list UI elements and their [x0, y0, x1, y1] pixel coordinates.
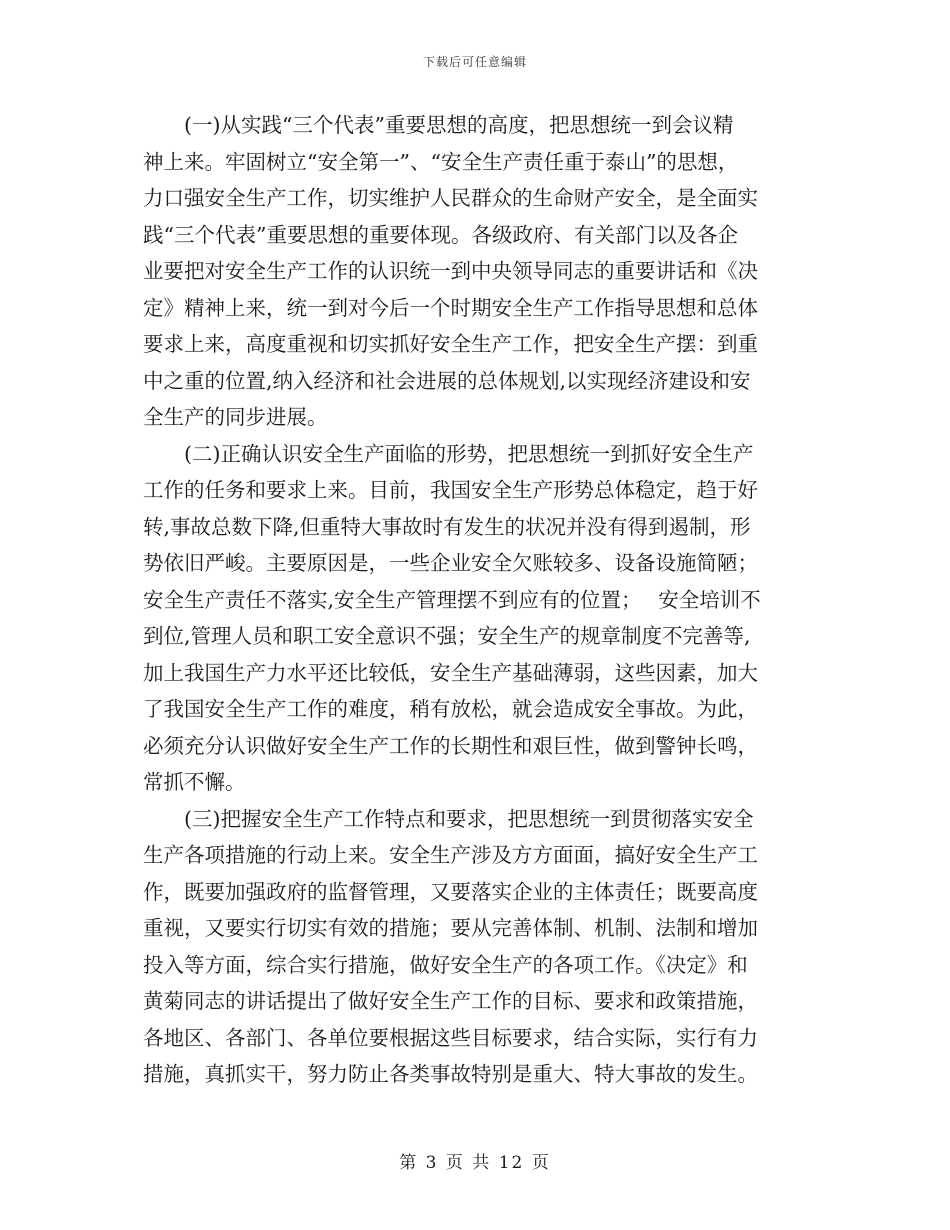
text-line: 工作的任务和要求上来。目前，我国安全生产形势总体稳定，趋于好 [143, 478, 758, 502]
text-line: (二)正确认识安全生产面临的形势，把思想统一到抓好安全生产 [143, 441, 754, 466]
text-line: 各地区、各部门、各单位要根据这些目标要求，结合实际，实行有力 [143, 1025, 758, 1050]
text-line: 中之重的位置,纳入经济和社会进展的总体规划,以实现经济建设和安 [143, 368, 751, 393]
text-line: 作，既要加强政府的监督管理，又要落实企业的主体责任；既要高度 [143, 879, 758, 904]
text-line: 措施，真抓实干，努力防止各类事故特别是重大、特大事故的发生。 [143, 1062, 758, 1086]
text-line: (三)把握安全生产工作特点和要求，把思想统一到贯彻落实安全 [143, 806, 754, 831]
text-line: (一)从实践“三个代表”重要思想的高度，把思想统一到会议精 [143, 113, 734, 137]
text-line: 投入等方面，综合实行措施，做好安全生产的各项工作。《决定》和 [143, 952, 748, 977]
text-line: 业要把对安全生产工作的认识统一到中央领导同志的重要讲话和《决 [143, 259, 758, 283]
text-line: 黄菊同志的讲话提出了做好安全生产工作的目标、要求和政策措施， [143, 989, 758, 1013]
text-line: 定》精神上来，统一到对今后一个时期安全生产工作指导思想和总体 [143, 295, 758, 320]
document-body [143, 107, 803, 1093]
page-header: 下载后可任意编辑 [422, 55, 527, 69]
text-line: 必须充分认识做好安全生产工作的长期性和艰巨性，做到警钟长鸣， [143, 733, 758, 758]
text-line: 力口强安全生产工作，切实维护人民群众的生命财产安全，是全面实 [143, 186, 758, 210]
text-line: 了我国安全生产工作的难度，稍有放松，就会造成安全事故。为此， [143, 697, 758, 721]
text-line: 加上我国生产力水平还比较低，安全生产基础薄弱，这些因素，加大 [143, 660, 758, 685]
text-line: 践“三个代表”重要思想的重要体现。各级政府、有关部门以及各企 [143, 222, 738, 247]
text-line: 生产各项措施的行动上来。安全生产涉及方方面面，搞好安全生产工 [143, 843, 758, 867]
text-line: 重视，又要实行切实有效的措施；要从完善体制、机制、法制和增加 [143, 916, 758, 940]
page-footer: 第 3 页 共 12 页 [399, 1153, 551, 1173]
text-line: 安全生产责任不落实,安全生产管理摆不到应有的位置； 安全培训不 [143, 587, 761, 612]
text-line: 全生产的同步进展。 [143, 405, 328, 429]
text-line: 转,事故总数下降,但重特大事故时有发生的状况并没有得到遏制，形 [143, 514, 751, 539]
text-line: 神上来。牢固树立“安全第一”、“安全生产责任重于泰山”的思想， [143, 149, 739, 174]
text-line: 常抓不懈。 [143, 770, 246, 794]
text-line: 到位,管理人员和职工安全意识不强；安全生产的规章制度不完善等, [143, 624, 751, 648]
text-line: 要求上来，高度重视和切实抓好安全生产工作，把安全生产摆：到重 [143, 332, 758, 356]
text-line: 势依旧严峻。主要原因是，一些企业安全欠账较多、设备设施简陋； [143, 551, 758, 575]
